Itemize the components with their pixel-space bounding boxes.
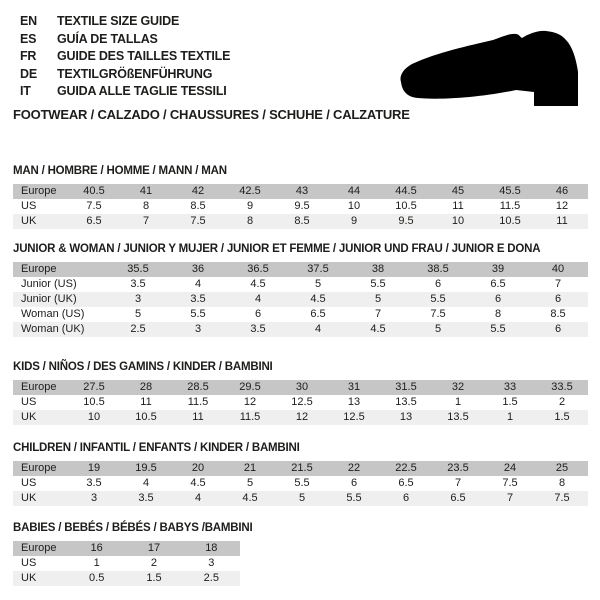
size-cell: 7	[454, 477, 462, 489]
size-cell: 11	[556, 215, 568, 227]
size-cell: 10.5	[135, 411, 157, 423]
size-cell: 6.5	[310, 308, 326, 320]
table-rows-children	[13, 461, 588, 506]
size-cell: 3	[134, 293, 142, 305]
size-cell: 4.5	[250, 278, 266, 290]
language-row-fr	[20, 48, 230, 66]
size-cell: 6	[434, 278, 442, 290]
size-table-junior-woman	[13, 242, 588, 337]
size-cell: 43	[295, 185, 309, 197]
size-cell: 31.5	[395, 381, 417, 393]
size-cell: 5	[134, 308, 142, 320]
size-cell: 36.5	[247, 263, 269, 275]
size-cell: 22	[347, 462, 361, 474]
size-cell: 8	[558, 477, 566, 489]
size-cell: 10.5	[499, 215, 521, 227]
size-cell: 3.5	[190, 293, 206, 305]
table-row-junior-woman-woman-uk	[13, 322, 588, 337]
size-cell: 12	[243, 396, 257, 408]
size-cell: 10.5	[83, 396, 105, 408]
size-cell: 9.5	[294, 200, 310, 212]
size-cell: 29.5	[239, 381, 261, 393]
size-cell: 7	[142, 215, 150, 227]
size-cell: 3	[194, 323, 202, 335]
row-label: Junior (US)	[21, 278, 77, 290]
size-cell: 19.5	[135, 462, 157, 474]
size-cell: 12.5	[343, 411, 365, 423]
size-cell: 40.5	[83, 185, 105, 197]
table-row-kids-uk	[13, 410, 588, 425]
size-cell: 8	[246, 215, 254, 227]
size-cell: 9	[246, 200, 254, 212]
language-row-en	[20, 13, 230, 31]
language-list	[20, 13, 230, 101]
table-title-junior-woman: JUNIOR & WOMAN / JUNIOR Y MUJER / JUNIOR ET FEMME / JUNIOR UND FRAU / JUNIOR E DONA	[13, 243, 541, 255]
size-cell: 1	[454, 396, 462, 408]
size-cell: 4.5	[242, 492, 258, 504]
category-title: FOOTWEAR / CALZADO / CHAUSSURES / SCHUHE / CALZATURE	[13, 107, 410, 122]
size-cell: 1.5	[146, 572, 162, 584]
size-cell: 6.5	[490, 278, 506, 290]
size-cell: 44	[347, 185, 361, 197]
table-title-kids: KIDS / NIÑOS / DES GAMINS / KINDER / BAMBINI	[13, 361, 273, 373]
size-cell: 7.5	[554, 492, 570, 504]
table-title-man: MAN / HOMBRE / HOMME / MANN / MAN	[13, 165, 227, 177]
table-row-children-uk	[13, 491, 588, 506]
size-cell: 6.5	[86, 215, 102, 227]
size-cell: 11.5	[187, 396, 209, 408]
size-table-babies	[13, 521, 588, 586]
size-cell: 10	[451, 215, 465, 227]
row-label: US	[21, 557, 37, 569]
size-cell: 5	[314, 278, 322, 290]
language-text: GUIDA ALLE TAGLIE TESSILI	[57, 84, 227, 98]
size-cell: 22.5	[395, 462, 417, 474]
size-cell: 36	[191, 263, 205, 275]
size-cell: 21	[243, 462, 257, 474]
row-label: Junior (UK)	[21, 293, 77, 305]
size-cell: 3.5	[130, 278, 146, 290]
size-table-man	[13, 164, 588, 229]
table-row-babies-us	[13, 556, 240, 571]
row-label: US	[21, 396, 37, 408]
size-cell: 2.5	[130, 323, 146, 335]
size-cell: 4.5	[310, 293, 326, 305]
size-table-kids	[13, 360, 588, 425]
size-cell: 8	[494, 308, 502, 320]
row-label: Europe	[21, 185, 57, 197]
size-cell: 40	[551, 263, 565, 275]
size-cell: 5.5	[346, 492, 362, 504]
size-cell: 3.5	[250, 323, 266, 335]
table-row-kids-us	[13, 395, 588, 410]
size-cell: 6.5	[398, 477, 414, 489]
table-title-children: CHILDREN / INFANTIL / ENFANTS / KINDER / BAMBINI	[13, 442, 300, 454]
row-label: UK	[21, 411, 37, 423]
size-cell: 9.5	[398, 215, 414, 227]
size-cell: 5	[374, 293, 382, 305]
language-text: GUIDE DES TAILLES TEXTILE	[57, 49, 231, 63]
size-cell: 13	[399, 411, 413, 423]
size-cell: 42	[191, 185, 205, 197]
row-label: Woman (UK)	[21, 323, 85, 335]
language-text: GUÍA DE TALLAS	[57, 31, 158, 46]
size-cell: 37.5	[307, 263, 329, 275]
size-cell: 7.5	[190, 215, 206, 227]
size-cell: 41	[139, 185, 153, 197]
language-text: TEXTILGRÖßENFÜHRUNG	[57, 66, 213, 81]
size-cell: 5	[298, 492, 306, 504]
size-cell: 24	[503, 462, 517, 474]
language-row-es	[20, 31, 230, 49]
size-cell: 23.5	[447, 462, 469, 474]
table-row-babies-europe	[13, 541, 240, 556]
size-cell: 7.5	[430, 308, 446, 320]
table-row-children-europe	[13, 461, 588, 476]
row-label: Europe	[21, 381, 57, 393]
size-cell: 0.5	[89, 572, 105, 584]
row-label: Woman (US)	[21, 308, 85, 320]
size-cell: 5.5	[490, 323, 506, 335]
size-cell: 45.5	[499, 185, 521, 197]
table-row-junior-woman-junior-us	[13, 277, 588, 292]
size-cell: 5.5	[190, 308, 206, 320]
table-row-junior-woman-junior-uk	[13, 292, 588, 307]
size-cell: 1	[506, 411, 514, 423]
size-cell: 10.5	[395, 200, 417, 212]
size-cell: 46	[555, 185, 569, 197]
table-row-junior-woman-woman-us	[13, 307, 588, 322]
size-cell: 7.5	[86, 200, 102, 212]
size-cell: 27.5	[83, 381, 105, 393]
row-label: UK	[21, 215, 37, 227]
table-row-children-us	[13, 476, 588, 491]
row-label: Europe	[21, 542, 57, 554]
size-cell: 6.5	[450, 492, 466, 504]
size-cell: 45	[451, 185, 465, 197]
table-row-babies-uk	[13, 571, 240, 586]
size-cell: 8.5	[294, 215, 310, 227]
language-code: DE	[20, 66, 37, 81]
size-cell: 38	[371, 263, 385, 275]
table-row-man-uk	[13, 214, 588, 229]
size-cell: 11	[140, 396, 152, 408]
size-cell: 6	[254, 308, 262, 320]
size-cell: 19	[87, 462, 101, 474]
size-cell: 8.5	[190, 200, 206, 212]
size-cell: 8.5	[550, 308, 566, 320]
table-rows-junior-woman	[13, 262, 588, 337]
table-rows-man	[13, 184, 588, 229]
size-cell: 31	[347, 381, 361, 393]
size-cell: 7	[374, 308, 382, 320]
size-cell: 4.5	[370, 323, 386, 335]
size-cell: 5.5	[430, 293, 446, 305]
size-cell: 28.5	[187, 381, 209, 393]
size-cell: 12	[555, 200, 569, 212]
language-row-de	[20, 66, 230, 84]
table-rows-babies	[13, 541, 240, 586]
row-label: Europe	[21, 462, 57, 474]
size-cell: 4	[254, 293, 262, 305]
size-cell: 11	[452, 200, 464, 212]
size-cell: 28	[139, 381, 153, 393]
size-cell: 2	[558, 396, 566, 408]
size-cell: 13.5	[447, 411, 469, 423]
language-text: TEXTILE SIZE GUIDE	[57, 14, 180, 28]
language-code: FR	[20, 49, 37, 63]
language-code: IT	[20, 84, 31, 98]
size-cell: 35.5	[127, 263, 149, 275]
size-cell: 10	[87, 411, 101, 423]
language-code: ES	[20, 31, 37, 46]
size-cell: 5.5	[294, 477, 310, 489]
size-cell: 3	[90, 492, 98, 504]
size-cell: 30	[295, 381, 309, 393]
row-label: US	[21, 477, 37, 489]
size-cell: 39	[491, 263, 505, 275]
size-cell: 9	[350, 215, 358, 227]
size-table-children	[13, 441, 588, 506]
size-cell: 13.5	[395, 396, 417, 408]
row-label: US	[21, 200, 37, 212]
size-cell: 6	[494, 293, 502, 305]
size-cell: 7	[554, 278, 562, 290]
size-cell: 10	[347, 200, 361, 212]
size-cell: 42.5	[239, 185, 261, 197]
size-cell: 4.5	[190, 477, 206, 489]
size-cell: 12	[295, 411, 309, 423]
shoe-icon	[398, 28, 588, 110]
size-cell: 33	[503, 381, 517, 393]
table-row-man-us	[13, 199, 588, 214]
size-cell: 25	[555, 462, 569, 474]
size-cell: 6	[554, 293, 562, 305]
size-cell: 12.5	[291, 396, 313, 408]
row-label: Europe	[21, 263, 57, 275]
size-cell: 44.5	[395, 185, 417, 197]
table-row-man-europe	[13, 184, 588, 199]
language-code: EN	[20, 14, 37, 28]
size-cell: 3.5	[86, 477, 102, 489]
size-cell: 38.5	[427, 263, 449, 275]
table-rows-kids	[13, 380, 588, 425]
size-cell: 11.5	[239, 411, 261, 423]
size-cell: 1	[93, 557, 100, 569]
size-cell: 5.5	[370, 278, 386, 290]
size-cell: 6	[402, 492, 410, 504]
size-cell: 20	[191, 462, 205, 474]
size-cell: 7.5	[502, 477, 518, 489]
size-cell: 17	[147, 542, 161, 554]
row-label: UK	[21, 492, 37, 504]
table-title-babies: BABIES / BEBÉS / BÉBÉS / BABYS /BAMBINI	[13, 522, 253, 534]
table-row-kids-europe	[13, 380, 588, 395]
size-cell: 3.5	[138, 492, 154, 504]
size-cell: 2.5	[203, 572, 219, 584]
size-cell: 4	[194, 492, 202, 504]
language-row-it	[20, 83, 230, 101]
size-cell: 3	[208, 557, 215, 569]
size-cell: 5	[434, 323, 442, 335]
size-cell: 11	[192, 411, 204, 423]
size-cell: 11.5	[499, 200, 521, 212]
size-cell: 1.5	[554, 411, 570, 423]
size-cell: 4	[314, 323, 322, 335]
size-cell: 5	[246, 477, 254, 489]
size-cell: 4	[194, 278, 202, 290]
size-cell: 1.5	[502, 396, 518, 408]
row-label: UK	[21, 572, 37, 584]
size-cell: 2	[150, 557, 158, 569]
size-cell: 6	[554, 323, 562, 335]
size-cell: 13	[347, 396, 361, 408]
size-cell: 16	[90, 542, 103, 554]
size-cell: 7	[506, 492, 514, 504]
table-row-junior-woman-europe	[13, 262, 588, 277]
size-cell: 32	[451, 381, 465, 393]
size-cell: 8	[142, 200, 150, 212]
size-cell: 33.5	[551, 381, 573, 393]
size-cell: 18	[205, 542, 218, 554]
size-cell: 4	[142, 477, 150, 489]
size-cell: 21.5	[291, 462, 313, 474]
size-tables	[13, 123, 588, 586]
size-cell: 6	[350, 477, 358, 489]
